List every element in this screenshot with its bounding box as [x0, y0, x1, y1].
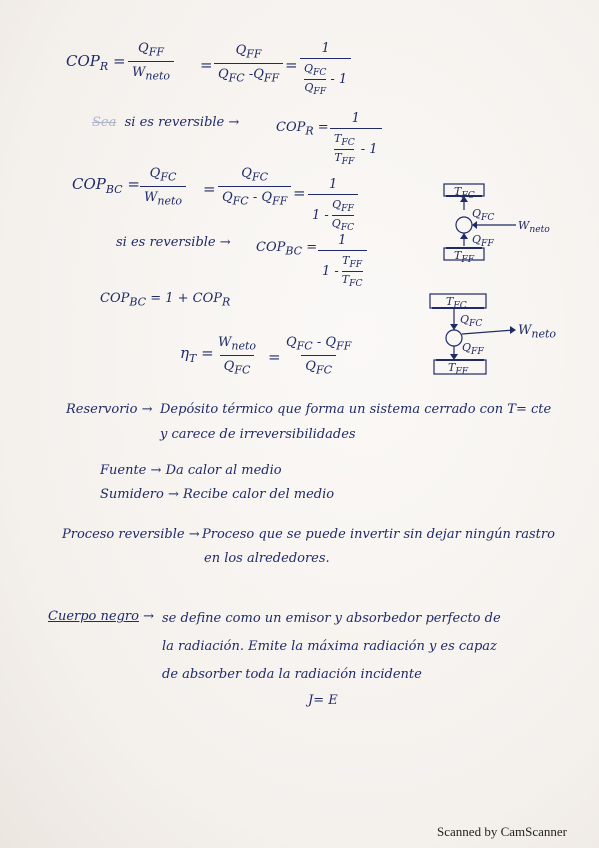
reservorio-definition-line-2: y carece de irreversibilidades [160, 427, 356, 442]
equals-sign: = [268, 348, 281, 366]
eta-frac-1: $W_{neto}$ $Q_{FC}$ [218, 335, 257, 377]
he-wneto-label: $W_{neto}$ [518, 323, 557, 341]
heat-pump-diagram [430, 182, 590, 266]
cuerpo-negro-term: Cuerpo negro → [48, 609, 154, 624]
sumidero-entry: Sumidero → Recibe calor del medio [100, 487, 335, 502]
proceso-definition-line-1: Proceso que se puede invertir sin dejar ningún rastro [202, 527, 555, 542]
reservorio-term: Reservorio → [66, 402, 153, 417]
heat-engine-diagram [424, 290, 594, 378]
proceso-reversible-term: Proceso reversible → [62, 527, 200, 542]
reversible-note-2: si es reversible → [116, 235, 231, 250]
copbc-frac-1: $Q_{FC}$ $W_{neto}$ [140, 167, 186, 206]
rev1-frac: 1 $T_{FC}$ $T_{FF}$ - 1 [330, 112, 382, 167]
copr-frac-1: $Q_{FF}$ $W_{neto}$ [128, 42, 174, 81]
copbc-frac-3: 1 1 - $Q_{FF}$ $Q_{FC}$ [308, 178, 358, 233]
rev1-cop: $COP_R$ = [276, 120, 329, 138]
eta-frac-2: $Q_{FC} - Q_{FF}$ $Q_{FC}$ [286, 335, 352, 377]
cop-relation: $COP_{BC} = 1 + COP_R$ [100, 291, 231, 309]
equals-sign: = [285, 56, 298, 74]
he-tfc-label: $T_{FC}$ [446, 295, 467, 312]
eta-lhs: $\eta_T$ = [180, 344, 214, 365]
copr-frac-3: 1 $Q_{FC}$ $Q_{FF}$ - 1 [300, 42, 351, 97]
equals-sign: = [293, 184, 306, 202]
hp-wneto-label: $W_{neto}$ [518, 219, 550, 236]
hp-qfc-label: $Q_{FC}$ [472, 207, 495, 224]
fuente-entry: Fuente → Da calor al medio [100, 463, 282, 478]
je-equation: J= E [308, 693, 338, 708]
equals-sign: = [203, 180, 216, 198]
equals-sign: = [200, 56, 213, 74]
proceso-definition-line-2: en los alrededores. [204, 551, 330, 566]
hp-qff-label: $Q_{FF}$ [472, 233, 494, 250]
copbc-lhs: $COP_{BC}$ = [72, 175, 140, 196]
hp-tfc-label: $T_{FC}$ [454, 185, 475, 202]
he-qfc-label: $Q_{FC}$ [460, 313, 483, 330]
hp-tff-label: $T_{FF}$ [454, 249, 475, 266]
scanner-watermark: Scanned by CamScanner [437, 824, 567, 839]
reversible-note-1: Sea si es reversible → [92, 115, 240, 130]
rev2-cop: $COP_{BC}$ = [256, 240, 318, 258]
copr-frac-2: $Q_{FF}$ $Q_{FC}$ $-Q_{FF}$ [214, 44, 283, 83]
he-qff-label: $Q_{FF}$ [462, 341, 484, 358]
cuerpo-negro-definition-line-3: de absorber toda la radiación incidente [162, 667, 422, 682]
rev2-frac: 1 1 - $T_{FF}$ $T_{FC}$ [318, 234, 367, 289]
reservorio-definition-line-1: Depósito térmico que forma un sistema cerrado con T= cte [160, 402, 552, 417]
he-tff-label: $T_{FF}$ [448, 361, 469, 378]
cuerpo-negro-definition-line-2: la radiación. Emite la máxima radiación y es capaz [162, 639, 497, 654]
copr-lhs: $COP_R$ = [66, 52, 126, 73]
cuerpo-negro-definition-line-1: se define como un emisor y absorbedor perfecto de [162, 611, 501, 626]
copbc-frac-2: $Q_{FC}$ $Q_{FC} - Q_{FF}$ [218, 167, 291, 206]
